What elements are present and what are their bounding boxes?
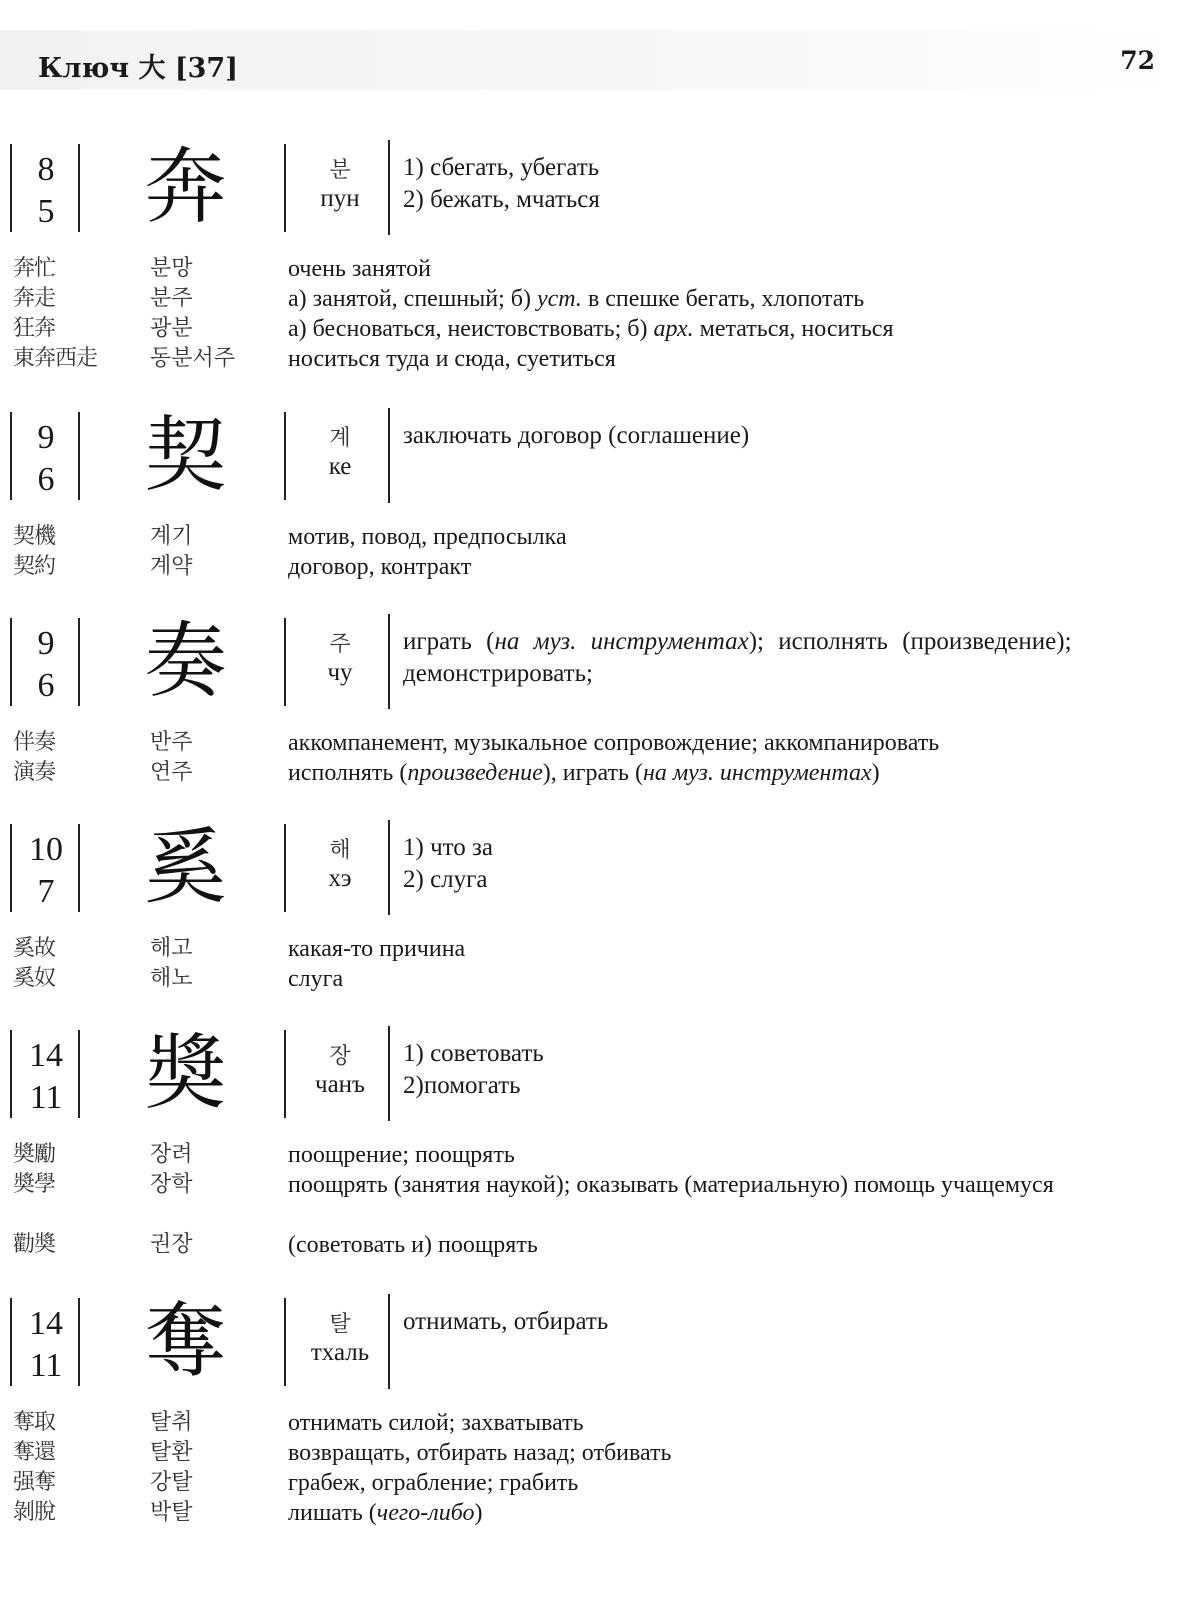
russian-reading: тхаль [310, 1339, 370, 1366]
meaning: отнимать, отбирать [403, 1308, 609, 1335]
meaning: заключать договор (соглашение) [403, 422, 750, 449]
compound-korean: 광분 [150, 316, 193, 341]
compound-korean: 분주 [150, 286, 193, 311]
compound-row [0, 1438, 1185, 1468]
compound-korean: 반주 [150, 730, 193, 755]
extra-stroke-count: 11 [29, 1079, 63, 1116]
hangul-reading: 해 [329, 838, 351, 863]
stroke-count: 9 [37, 625, 55, 662]
compound-list [0, 934, 1185, 994]
compound-translation: очень занятой [288, 256, 431, 282]
entry-head [0, 1026, 1185, 1121]
compound-korean: 해노 [150, 966, 193, 991]
russian-reading: чанъ [315, 1071, 365, 1098]
compound-hanja: 契機 [13, 524, 56, 549]
compound-row [0, 552, 1185, 582]
extra-stroke-count: 6 [37, 667, 55, 704]
entry-head [0, 140, 1185, 235]
compound-row [0, 254, 1185, 284]
meaning: 2) слуга [403, 866, 488, 893]
russian-reading: хэ [328, 865, 352, 892]
compound-hanja: 奬勵 [13, 1142, 56, 1167]
compound-hanja: 奬學 [13, 1172, 56, 1197]
compound-translation: исполнять (произведение), играть (на муз. инструментах) [288, 760, 880, 786]
compound-translation: (советовать и) поощрять [288, 1232, 538, 1258]
stroke-count: 8 [37, 151, 55, 188]
russian-reading: ке [328, 453, 352, 480]
compound-korean: 권장 [150, 1232, 193, 1257]
head-character: 契 [144, 408, 227, 503]
compound-translation: грабеж, ограбление; грабить [288, 1470, 579, 1496]
compound-hanja: 狂奔 [13, 316, 56, 341]
compound-row [0, 314, 1185, 344]
stroke-count: 9 [37, 419, 55, 456]
compound-row [0, 1170, 1185, 1230]
compound-hanja: 奪還 [13, 1440, 56, 1465]
entry-head [0, 614, 1185, 709]
compound-hanja: 强奪 [13, 1470, 56, 1495]
compound-hanja: 伴奏 [13, 730, 56, 755]
compound-hanja: 奚奴 [13, 966, 56, 991]
compound-translation: мотив, повод, предпосылка [288, 524, 567, 550]
meaning: 2)помогать [403, 1072, 521, 1099]
compound-translation: носиться туда и сюда, суетиться [288, 346, 616, 372]
entry-head [0, 408, 1185, 503]
head-character: 奏 [144, 614, 227, 709]
compound-korean: 계약 [150, 554, 193, 579]
page-header [0, 30, 1185, 90]
compound-hanja: 奚故 [13, 936, 56, 961]
head-character: 奚 [144, 820, 227, 915]
head-character: 奪 [144, 1294, 227, 1389]
compound-list [0, 1408, 1185, 1528]
compound-list [0, 522, 1185, 582]
page-number: 72 [1120, 46, 1155, 75]
compound-korean: 탈취 [150, 1410, 193, 1435]
compound-row [0, 284, 1185, 314]
compound-row [0, 964, 1185, 994]
head-character: 奬 [144, 1026, 227, 1121]
compound-hanja: 奪取 [13, 1410, 56, 1435]
compound-translation: отнимать силой; захватывать [288, 1410, 584, 1436]
compound-korean: 해고 [150, 936, 193, 961]
stroke-count: 10 [29, 831, 63, 868]
compound-row [0, 728, 1185, 758]
compound-translation: поощрять (занятия наукой); оказывать (материальную) помощь учащемуся [288, 1172, 1054, 1198]
compound-row [0, 758, 1185, 788]
compound-row [0, 1498, 1185, 1528]
compound-list [0, 254, 1185, 374]
compound-translation: какая-то причина [288, 936, 466, 962]
compound-row [0, 344, 1185, 374]
compound-list [0, 728, 1185, 788]
compound-translation: аккомпанемент, музыкальное сопровождение; аккомпанировать [288, 730, 940, 756]
meaning: 1) сбегать, убегать [403, 154, 600, 181]
compound-korean: 탈환 [150, 1440, 193, 1465]
compound-korean: 박탈 [150, 1500, 193, 1525]
compound-hanja: 勸奬 [13, 1232, 56, 1257]
hangul-reading: 분 [329, 158, 351, 183]
compound-korean: 장려 [150, 1142, 193, 1167]
head-character: 奔 [144, 140, 227, 235]
compound-translation: поощрение; поощрять [288, 1142, 515, 1168]
compound-korean: 계기 [150, 524, 193, 549]
stroke-count: 14 [29, 1305, 63, 1342]
meaning: демонстрировать; [403, 660, 593, 687]
compound-translation: лишать (чего-либо) [288, 1500, 483, 1526]
extra-stroke-count: 5 [37, 193, 55, 230]
compound-hanja: 奔走 [13, 286, 56, 311]
hangul-reading: 주 [329, 632, 351, 657]
hangul-reading: 계 [329, 426, 351, 451]
compound-translation: возвращать, отбирать назад; отбивать [288, 1440, 672, 1466]
compound-translation: а) занятой, спешный; б) уст. в спешке бегать, хлопотать [288, 286, 865, 312]
meaning: 2) бежать, мчаться [403, 186, 600, 213]
compound-translation: а) бесноваться, неистовствовать; б) арх. метаться, носиться [288, 316, 894, 342]
compound-korean: 동분서주 [150, 346, 236, 371]
compound-row [0, 1408, 1185, 1438]
compound-translation: договор, контракт [288, 554, 472, 580]
compound-korean: 장학 [150, 1172, 193, 1197]
extra-stroke-count: 6 [37, 461, 55, 498]
compound-korean: 연주 [150, 760, 193, 785]
extra-stroke-count: 11 [29, 1347, 63, 1384]
compound-list [0, 1140, 1185, 1260]
compound-hanja: 剝脫 [13, 1500, 56, 1525]
compound-row [0, 1468, 1185, 1498]
compound-hanja: 契約 [13, 554, 56, 579]
entry-head [0, 820, 1185, 915]
compound-korean: 분망 [150, 256, 193, 281]
compound-row [0, 1230, 1185, 1260]
meaning: 1) что за [403, 834, 493, 861]
compound-hanja: 東奔西走 [13, 346, 98, 371]
entry-head [0, 1294, 1185, 1389]
compound-translation: слуга [288, 966, 344, 992]
compound-korean: 강탈 [150, 1470, 193, 1495]
hangul-reading: 탈 [329, 1312, 351, 1337]
compound-row [0, 934, 1185, 964]
meaning: играть (на муз. инструментах); исполнять (произведение); [403, 628, 1072, 655]
meaning: 1) советовать [403, 1040, 544, 1067]
compound-row [0, 522, 1185, 552]
compound-hanja: 奔忙 [13, 256, 56, 281]
radical-title: Ключ 大 [37] [38, 53, 238, 84]
compound-hanja: 演奏 [13, 760, 56, 785]
hangul-reading: 장 [329, 1044, 351, 1069]
extra-stroke-count: 7 [37, 873, 55, 910]
russian-reading: чу [327, 659, 353, 686]
compound-row [0, 1140, 1185, 1170]
russian-reading: пун [320, 185, 360, 212]
stroke-count: 14 [29, 1037, 63, 1074]
